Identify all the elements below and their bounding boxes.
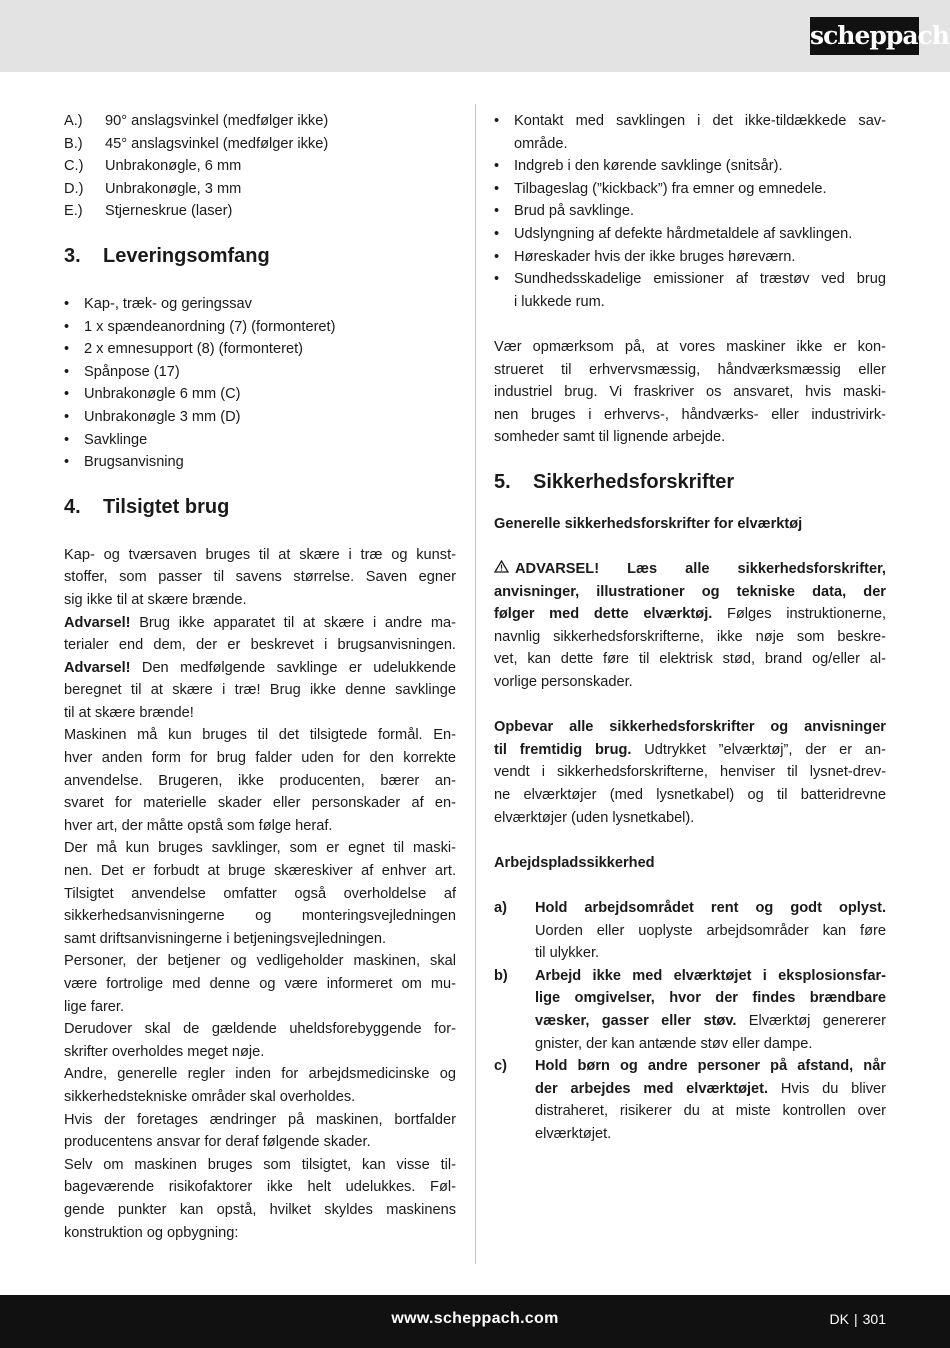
list-item: D.) Unbrakonøgle, 3 mm xyxy=(64,180,242,197)
workplace-safety-title: Arbejdspladssikkerhed xyxy=(494,854,655,871)
list-item: • Høreskader hvis der ikke bruges høreværn. xyxy=(494,246,886,269)
warning-triangle-icon xyxy=(494,558,509,581)
intended-use-text: Kap- og tværsaven bruges til at skære i træ og kunst- stoffer, som passer til savens størrelse. Saven egner sig ikke til at skære brænde. Advarsel! Brug ikke apparatet til at skære i andre ma- terialer end dem, der er beskrevet i brugsanvisningen. Advarsel! Den medfølgende savklinge er udelukkende beregnet til at skære i træ! Brug ikke denne savklinge til at skære brænde! Maskinen må kun bruges til det tilsigtede formål. En- hver anden form for brug falder uden for den korrekte anvendelse. Brugeren, ikke producenten, bærer an- svaret for materielle skader eller personskader af en- hver art, der måtte opstå som følge heraf. Der må kun bruges savklinger, som er egnet til maski- nen. Det er forbudt at bruge skæreskiver af enhver art. Tilsigtet anvendelse omfatter også overholdelse af sikkerhedsanvisningerne og monteringsvejledningen samt driftsanvisningerne i betjeningsvejledningen. Personer, der betjener og vedligeholder maskinen, skal være fortrolige med denne og være informeret om mu- lige farer. Derudover skal de gældende uheldsforebyggende for- skrifter overholdes meget nøje. Andre, generelle regler inden for arbejdsmedicinske og sikkerhedstekniske områder skal overholdes. Hvis der foretages ændringer på maskinen, bortfalder producentens ansvar for deraf følgende skader. Selv om maskinen bruges som tilsigtet, kan visse til- bageværende risikofaktorer ikke helt udelukkes. Føl- gende punkter kan opstå, hvilket skyldes maskinens konstruktion og opbygning: xyxy=(64,546,456,1241)
column-divider xyxy=(475,104,476,1264)
risk-list: • Kontakt med savklingen i det ikke-tildækkede sav- område. • Indgreb i den kørende savklinge (snitsår). • Tilbageslag (”kickback”) fra emner og emnedele. • Brud på savklinge. • Udslyngning af defekte hårdmetaldele af savklingen. • Høreskader hvis der ikke bruges høreværn. • Sundhedsskadelige emissioner af træstøv ved brug i lukkede rum. xyxy=(494,110,886,313)
list-item: • Brud på savklinge. xyxy=(494,200,886,223)
list-item: • Sundhedsskadelige emissioner af træstøv ved brug xyxy=(494,268,886,291)
list-item: • Indgreb i den kørende savklinge (snitsår). xyxy=(494,155,886,178)
website-url: www.scheppach.com xyxy=(391,1310,559,1327)
list-item: • Unbrakonøgle 3 mm (D) xyxy=(64,406,456,429)
list-item: • Kap-, træk- og geringssav xyxy=(64,293,456,316)
list-item: • Savklinge xyxy=(64,429,456,452)
list-item: A.) 90° anslagsvinkel (medfølger ikke) xyxy=(64,113,329,129)
warning-label: Advarsel! xyxy=(64,659,131,676)
workplace-safety-list: a) Hold arbejdsområdet rent og godt oplyst. Uorden eller uoplyste arbejdsområder kan føre til ulykker. b) Arbejd ikke med elværktøjet i eksplosionsfar- lige omgivelser, hvor der findes brændbare væsker, gasser eller støv. Elværktøj genererer gnister, der kan antænde støv eller dampe. c) Hold børn og andre personer på afstand, når der arbejdes med elværktøjet. Hvis du bliver distraheret, risikerer du at miste kontrollen over elværktøjet. xyxy=(494,897,886,1146)
list-item: • 1 x spændeanordning (7) (formonteret) xyxy=(64,316,456,339)
page-number: DK | 301 xyxy=(829,1311,886,1327)
list-item: b) Arbejd ikke med elværktøjet i eksplosionsfar- xyxy=(494,967,886,984)
professional-use-note: Vær opmærksom på, at vores maskiner ikke er kon- strueret til erhvervsmæssig, håndværksmæssig eller industriel brug. Vi fraskriver os ansvaret, hvis maski- nen bruges i erhvervs-, håndværks- eller industrivirk- somheder samt til lignende arbejde. xyxy=(494,338,886,446)
list-item: c) Hold børn og andre personer på afstand, når xyxy=(494,1058,886,1075)
list-item: • Brugsanvisning xyxy=(64,451,456,474)
list-item: C.) Unbrakonøgle, 6 mm xyxy=(64,158,242,175)
section-3-heading: 3. Leveringsomfang xyxy=(64,244,270,267)
section-4-heading: 4. Tilsigtet brug xyxy=(64,495,230,518)
list-item: • Spånpose (17) xyxy=(64,361,456,384)
list-item: a) Hold arbejdsområdet rent og godt oplyst. xyxy=(494,900,886,916)
accessory-list xyxy=(64,110,456,223)
list-item: • Unbrakonøgle 6 mm (C) xyxy=(64,383,456,406)
delivery-list xyxy=(64,293,456,474)
left-column xyxy=(64,110,456,1244)
list-item: • Kontakt med savklingen i det ikke-tildækkede sav- xyxy=(494,110,886,133)
brand-logo: scheppach xyxy=(810,17,919,55)
list-item: E.) Stjerneskrue (laser) xyxy=(64,203,233,220)
list-item: • Udslyngning af defekte hårdmetaldele af savklingen. xyxy=(494,223,886,246)
keep-instructions: Opbevar alle sikkerhedsforskrifter og anvisninger til fremtidig brug. Udtrykket ”elværktøj”, der er an- vendt i sikkerhedsforskrifterne, henviser til lysnet-drev- ne elværktøjer (med lysnetkabel) og til batteridrevne elværktøjer (uden lysnetkabel). xyxy=(494,719,886,826)
general-warning: ADVARSEL! Læs alle sikkerhedsforskrifter, anvisninger, illustrationer og tekniske data, der følger med dette elværktøj. Følges instruktionerne, navnlig sikkerhedsforskrifterne, ikke nøje som beskre- vet, kan dette føre til elektrisk stød, brand og/eller al- vorlige personskader. xyxy=(494,558,886,694)
list-item: • 2 x emnesupport (8) (formonteret) xyxy=(64,338,456,361)
list-item: • Tilbageslag (”kickback”) fra emner og emnedele. xyxy=(494,178,886,201)
section-5-heading: 5. Sikkerhedsforskrifter xyxy=(494,470,735,493)
list-item: B.) 45° anslagsvinkel (medfølger ikke) xyxy=(64,135,329,152)
section-5-subtitle: Generelle sikkerhedsforskrifter for elværktøj xyxy=(494,515,803,532)
page-header xyxy=(0,0,950,72)
right-column xyxy=(494,110,886,1146)
page-footer xyxy=(0,1295,950,1348)
warning-label: Advarsel! xyxy=(64,614,131,631)
